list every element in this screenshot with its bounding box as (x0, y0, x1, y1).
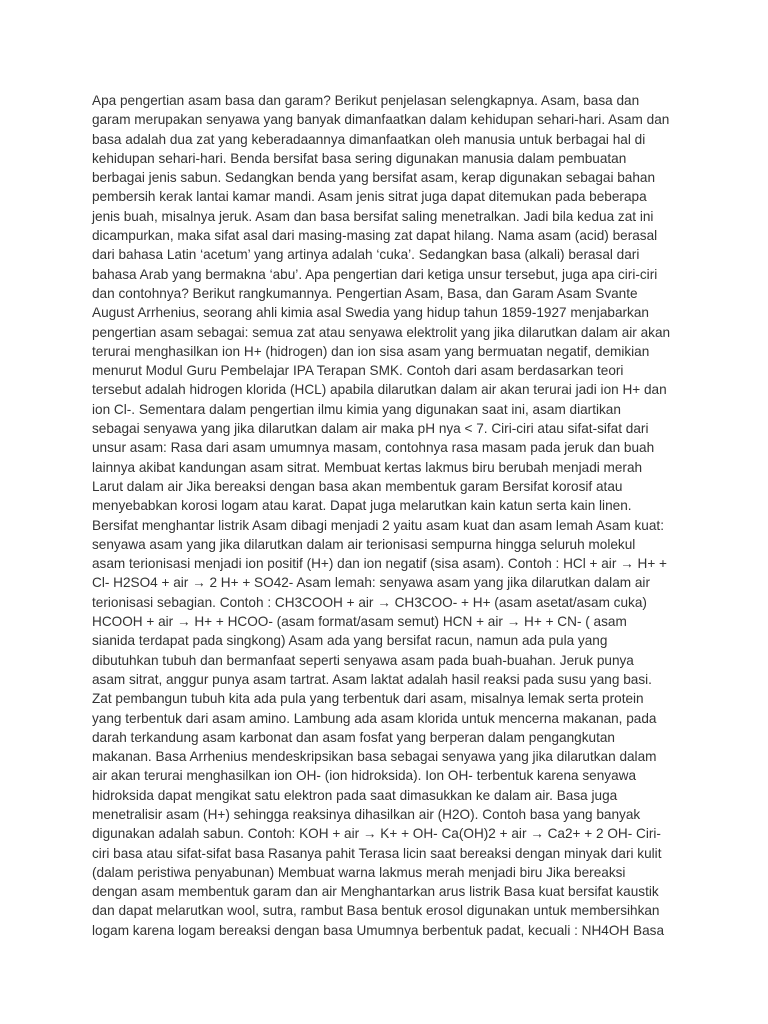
text-line: dibutuhkan tubuh dan bermanfaat seperti senyawa asam pada buah-buahan. Jeruk punya (92, 652, 634, 668)
text-line: ciri basa atau sifat-sifat basa Rasanya pahit Terasa licin saat bereaksi dengan minyak dari kulit (92, 845, 662, 861)
text-line: lainnya akibat kandungan asam sitrat. Membuat kertas lakmus biru berubah menjadi merah (92, 459, 643, 475)
text-line: logam karena logam bereaksi dengan basa Umumnya berbentuk padat, kecuali : NH4OH Basa (92, 922, 665, 938)
text-line: garam merupakan senyawa yang banyak dimanfaatkan dalam kehidupan sehari-hari. Asam dan (92, 112, 670, 128)
text-line: asam sitrat, anggur punya asam tartrat. Asam laktat adalah hasil reaksi pada susu yang basi. (92, 671, 652, 687)
text-line: dan dapat melarutkan wool, sutra, rambut Basa bentuk erosol digunakan untuk membersihkan (92, 903, 660, 919)
text-line: makanan. Basa Arrhenius mendeskripsikan basa sebagai senyawa yang jika dilarutkan dalam (92, 749, 657, 765)
text-line: bahasa Arab yang bermakna ‘abu’. Apa pengertian dari ketiga unsur tersebut, juga apa ciri-ciri (92, 266, 658, 282)
text-line: asam terionisasi menjadi ion positif (H+) dan ion negatif (sisa asam). Contoh : HCl + air → H+ + (92, 556, 667, 572)
text-line: (dalam peristiwa penyabunan) Membuat warna lakmus merah menjadi biru Jika bereaksi (92, 864, 626, 880)
text-line: Larut dalam air Jika bereaksi dengan basa akan membentuk garam Bersifat korosif atau (92, 478, 623, 494)
text-line: dengan asam membentuk garam dan air Menghantarkan arus listrik Basa kuat bersifat kaustik (92, 884, 659, 900)
text-line: berbagai jenis sabun. Sedangkan benda yang bersifat asam, kerap digunakan sebagai bahan (92, 170, 656, 186)
text-line: Cl- H2SO4 + air → 2 H+ + SO42- Asam lemah: senyawa asam yang jika dilarutkan dalam air (92, 575, 650, 591)
text-line: pembersih kerak lantai kamar mandi. Asam jenis sitrat juga dapat ditemukan pada beberapa (92, 189, 647, 205)
text-line: Bersifat menghantar listrik Asam dibagi menjadi 2 yaitu asam kuat dan asam lemah Asam kuat: (92, 517, 664, 533)
text-line: terionisasi sebagian. Contoh : CH3COOH + air → CH3COO- + H+ (asam asetat/asam cuka) (92, 594, 647, 610)
text-line: yang terbentuk dari asam amino. Lambung ada asam klorida untuk mencerna makanan, pada (92, 710, 657, 726)
text-line: senyawa asam yang jika dilarutkan dalam air terionisasi sempurna hingga seluruh molekul (92, 536, 636, 552)
text-line: basa adalah dua zat yang keberadaannya dimanfaatkan oleh manusia untuk berbagai hal di (92, 131, 646, 147)
text-line: August Arrhenius, seorang ahli kimia asal Swedia yang hidup tahun 1859-1927 menjabarkan (92, 305, 649, 321)
text-line: tersebut adalah hidrogen klorida (HCL) apabila dilarutkan dalam air akan terurai jadi ion H+ dan (92, 382, 667, 398)
text-line: dicampurkan, maka sifat asal dari masing-masing zat dapat hilang. Nama asam (acid) berasal (92, 228, 658, 244)
text-line: Zat pembangun tubuh kita ada pula yang terbentuk dari asam, misalnya lemak serta protein (92, 691, 644, 707)
text-line: sebagai senyawa yang jika dilarutkan dalam air maka pH nya < 7. Ciri-ciri atau sifat-sifat dari (92, 421, 649, 437)
text-line: HCOOH + air → H+ + HCOO- (asam format/asam semut) HCN + air → H+ + CN- ( asam (92, 614, 627, 630)
text-line: darah terkandung asam karbonat dan asam fosfat yang berperan dalam pengangkutan (92, 729, 615, 745)
text-line: menurut Modul Guru Pembelajar IPA Terapan SMK. Contoh dari asam berdasarkan teori (92, 363, 624, 379)
text-line: Apa pengertian asam basa dan garam? Berikut penjelasan selengkapnya. Asam, basa dan (92, 93, 640, 108)
body-text (92, 91, 692, 940)
text-line: menyebabkan korosi logam atau karat. Dapat juga melarutkan kain katun serta kain linen. (92, 498, 632, 514)
text-line: unsur asam: Rasa dari asam umumnya masam, contohnya rasa masam pada jeruk dan buah (92, 440, 655, 456)
text-line: air akan terurai menghasilkan ion OH- (ion hidroksida). Ion OH- terbentuk karena senyawa (92, 768, 637, 784)
text-line: dan contohnya? Berikut rangkumannya. Pengertian Asam, Basa, dan Garam Asam Svante (92, 285, 638, 301)
text-line: pengertian asam sebagai: semua zat atau senyawa elektrolit yang jika dilarutkan dalam air akan (92, 324, 671, 340)
text-line: terurai menghasilkan ion H+ (hidrogen) dan ion sisa asam yang bermuatan negatif, demikian (92, 343, 650, 359)
text-line: ion Cl-. Sementara dalam pengertian ilmu kimia yang digunakan saat ini, asam diartikan (92, 401, 621, 417)
text-line: jenis buah, misalnya jeruk. Asam dan basa bersifat saling menetralkan. Jadi bila kedua zat ini (92, 208, 654, 224)
text-line: kehidupan sehari-hari. Benda bersifat basa sering digunakan manusia dalam pembuatan (92, 150, 627, 166)
text-line: menetralisir asam (H+) sehingga reaksinya dihasilkan air (H2O). Contoh basa yang banyak (92, 806, 641, 822)
text-line: sianida terdapat pada singkong) Asam ada yang bersifat racun, namun ada pula yang (92, 633, 608, 649)
text-line: digunakan adalah sabun. Contoh: KOH + air → K+ + OH- Ca(OH)2 + air → Ca2+ + 2 OH- Ciri- (92, 826, 661, 842)
text-line: dari bahasa Latin ‘acetum’ yang artinya adalah ‘cuka’. Sedangkan basa (alkali) berasal dari (92, 247, 640, 263)
text-line: hidroksida dapat mengikat satu elektron pada saat dimasukkan ke dalam air. Basa juga (92, 787, 618, 803)
